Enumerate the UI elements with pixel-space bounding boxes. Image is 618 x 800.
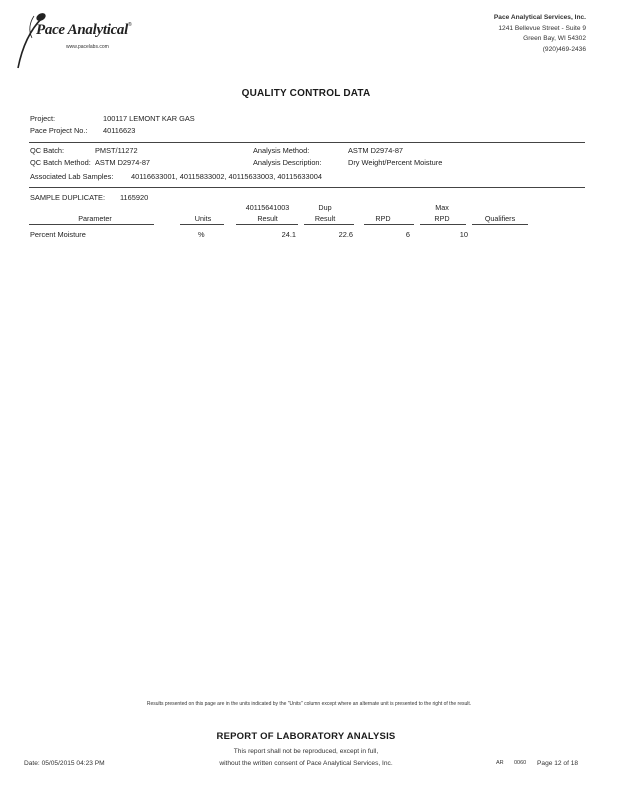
header-dup: Dup bbox=[318, 203, 332, 212]
qc-batch-method-value: ASTM D2974-87 bbox=[95, 158, 151, 167]
company-street: 1241 Bellevue Street - Suite 9 bbox=[498, 24, 586, 32]
header-result: Result bbox=[257, 214, 278, 223]
company-logo bbox=[12, 8, 142, 74]
header-underline bbox=[236, 224, 298, 225]
analysis-method-label: Analysis Method: bbox=[253, 146, 310, 155]
row-units: % bbox=[198, 230, 205, 239]
sample-duplicate-label: SAMPLE DUPLICATE: bbox=[30, 193, 106, 202]
header-qualifiers: Qualifiers bbox=[484, 214, 516, 223]
logo-text: Pace Analytical bbox=[36, 22, 129, 38]
header-max-rpd: RPD bbox=[434, 214, 450, 223]
analyst-initials: AR bbox=[496, 760, 504, 766]
header-dup-result: Result bbox=[314, 214, 336, 223]
header-underline bbox=[364, 224, 414, 225]
header-underline bbox=[29, 224, 154, 225]
analysis-description-label: Analysis Description: bbox=[253, 158, 322, 167]
report-code: 0060 bbox=[514, 760, 527, 766]
header-underline bbox=[304, 224, 354, 225]
divider bbox=[29, 187, 585, 188]
header-units: Units bbox=[194, 214, 212, 223]
associated-samples-label: Associated Lab Samples: bbox=[30, 172, 114, 181]
report-date: Date: 05/05/2015 04:23 PM bbox=[24, 760, 105, 767]
row-result: 24.1 bbox=[281, 230, 296, 239]
logo-url: www.pacelabs.com bbox=[66, 44, 109, 50]
header-max: Max bbox=[435, 203, 449, 212]
company-name: Pace Analytical Services, Inc. bbox=[493, 14, 586, 21]
row-dup-result: 22.6 bbox=[338, 230, 353, 239]
pace-project-value: 40116623 bbox=[103, 126, 136, 135]
page-number: Page 12 of 18 bbox=[537, 760, 579, 767]
header-parameter: Parameter bbox=[78, 214, 112, 223]
reproduction-notice-line2: without the written consent of Pace Analytical Services, Inc. bbox=[219, 760, 393, 767]
header-sample-id: 40115641003 bbox=[245, 203, 290, 212]
row-max-rpd: 10 bbox=[459, 230, 468, 239]
header-underline bbox=[472, 224, 528, 225]
header-underline bbox=[180, 224, 224, 225]
analysis-method-value: ASTM D2974-87 bbox=[348, 146, 404, 155]
sample-duplicate-id: 1165920 bbox=[120, 193, 149, 202]
units-footnote: Results presented on this page are in the units indicated by the "Units" column except where an alternate unit is presented to the right of the result. bbox=[146, 701, 472, 707]
row-rpd: 6 bbox=[405, 230, 410, 239]
project-label: Project: bbox=[30, 114, 56, 123]
company-address bbox=[494, 13, 586, 55]
project-value: 100117 LEMONT KAR GAS bbox=[103, 114, 195, 123]
reproduction-notice-line1: This report shall not be reproduced, except in full, bbox=[233, 748, 379, 755]
page-title: QUALITY CONTROL DATA bbox=[241, 88, 371, 99]
report-title: REPORT OF LABORATORY ANALYSIS bbox=[216, 731, 396, 742]
qc-batch-label: QC Batch: bbox=[30, 146, 65, 155]
qc-batch-value: PMST/11272 bbox=[95, 146, 138, 155]
associated-samples-value: 40116633001, 40115833002, 40115633003, 40115633004 bbox=[131, 172, 322, 181]
row-parameter: Percent Moisture bbox=[30, 230, 86, 239]
analysis-description-value: Dry Weight/Percent Moisture bbox=[348, 158, 443, 167]
company-city: Green Bay, WI 54302 bbox=[523, 35, 586, 42]
divider bbox=[29, 142, 585, 143]
header-rpd: RPD bbox=[375, 214, 391, 223]
logo-registered-mark: ® bbox=[128, 22, 132, 28]
pace-logo-icon bbox=[12, 8, 142, 74]
header-underline bbox=[420, 224, 466, 225]
pace-project-label: Pace Project No.: bbox=[30, 126, 88, 135]
company-phone: (920)469-2436 bbox=[542, 45, 586, 53]
qc-batch-method-label: QC Batch Method: bbox=[30, 158, 91, 167]
